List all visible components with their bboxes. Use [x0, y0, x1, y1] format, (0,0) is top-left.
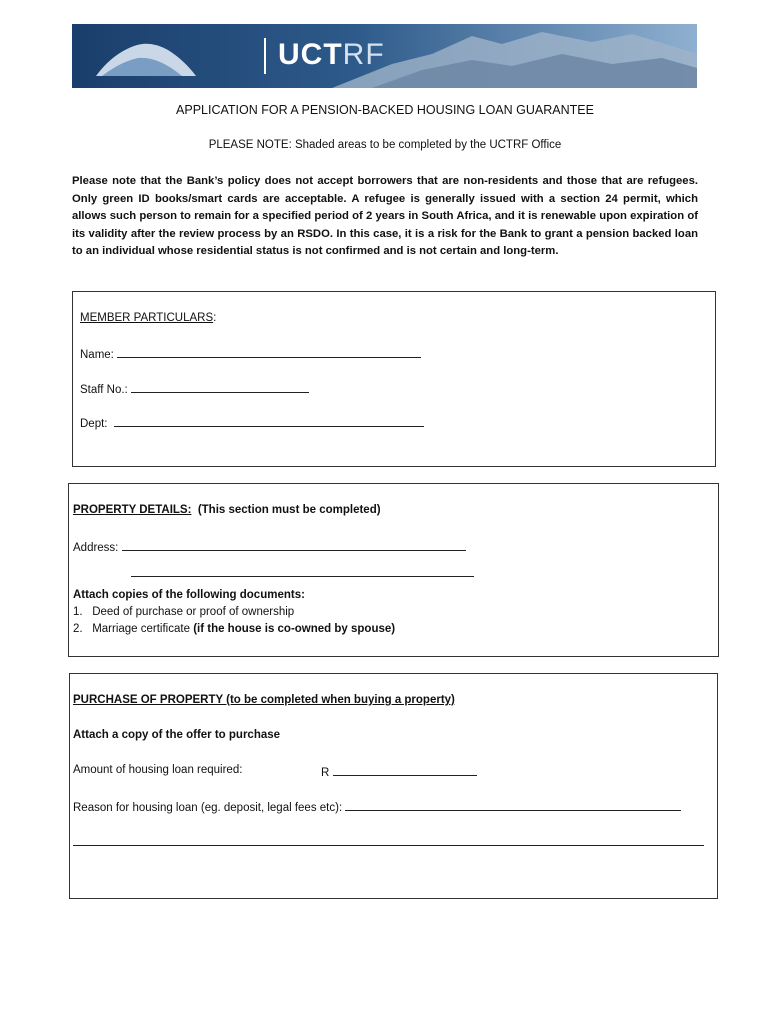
document-item-2: 2. Marriage certificate (if the house is co-owned by spouse) [73, 623, 396, 635]
shaded-areas-note: PLEASE NOTE: Shaded areas to be completed by the UCTRF Office [208, 139, 562, 151]
purchase-of-property-section [69, 673, 718, 899]
loan-reason-field[interactable]: Reason for housing loan (eg. deposit, legal fees etc): [73, 799, 681, 814]
logo-divider [264, 38, 266, 74]
purchase-heading: PURCHASE OF PROPERTY (to be completed when buying a property) [73, 694, 455, 706]
loan-reason-field-line-2[interactable] [73, 834, 704, 849]
loan-amount-label: Amount of housing loan required: [73, 764, 243, 776]
attach-offer-note: Attach a copy of the offer to purchase [73, 729, 281, 741]
form-title: APPLICATION FOR A PENSION-BACKED HOUSING LOAN GUARANTEE [176, 103, 594, 117]
staff-number-field[interactable]: Staff No.: [80, 381, 309, 396]
loan-amount-field[interactable]: R [321, 764, 477, 779]
header-banner [72, 24, 697, 88]
name-field[interactable]: Name: [80, 346, 421, 361]
department-field[interactable]: Dept: [80, 415, 424, 430]
residency-policy-paragraph: Please note that the Bank’s policy does not accept borrowers that are non-residents and those that are refugees. Only green ID books/smart cards are acceptable. A refugee is generally issued with a section 24 permit, which allows such person to remain for a specified period of 2 years in South Africa, and it is renewable upon expiration of its validity after the review process by an RSDO. In this case, it is a risk for the Bank to grant a pension backed loan to an individual whose residential status is not confirmed and is not certain and long-term. [72, 175, 698, 257]
address-field-line-2[interactable] [131, 565, 474, 580]
document-item-1: 1. Deed of purchase or proof of ownership [73, 606, 295, 618]
attach-documents-heading: Attach copies of the following documents: [73, 589, 305, 601]
property-details-heading: PROPERTY DETAILS: (This section must be completed) [73, 504, 381, 516]
address-field[interactable]: Address: [73, 539, 466, 554]
uctrf-logo: UCTRF [278, 38, 385, 71]
member-particulars-heading: MEMBER PARTICULARS: [80, 312, 217, 324]
